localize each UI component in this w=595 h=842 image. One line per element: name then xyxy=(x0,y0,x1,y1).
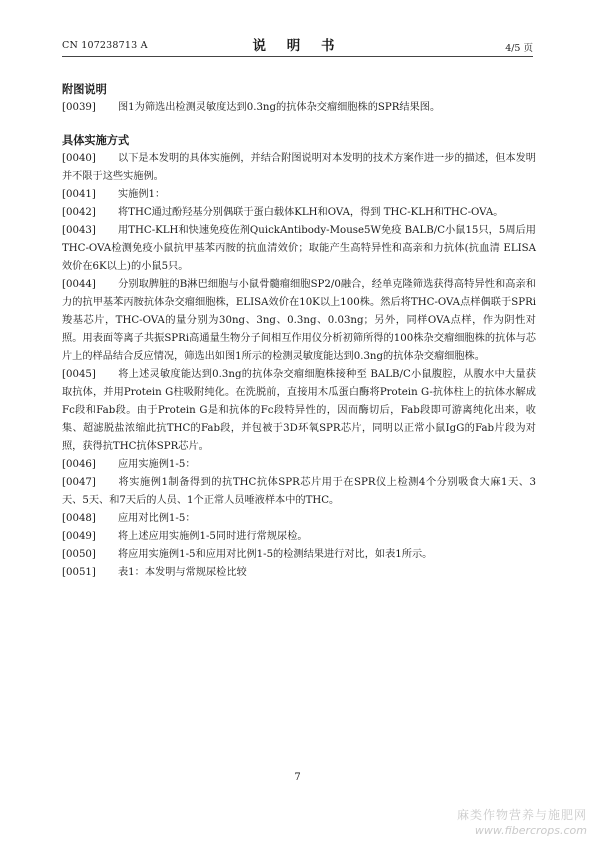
paragraph-text: 实施例1： xyxy=(118,189,166,200)
paragraph-text: 应用对比例1-5： xyxy=(118,513,196,524)
header-divider xyxy=(62,56,533,57)
site-watermark xyxy=(457,806,587,837)
paragraph-number: [0044] xyxy=(62,279,96,290)
paragraph-number: [0040] xyxy=(62,153,96,164)
paragraph-0051 xyxy=(62,564,536,582)
paragraph-text: 将实施例1制备得到的抗THC抗体SPR芯片用于在SPR仪上检测4个分别吸食大麻1天、3天、5天、和7天后的人员、1个正常人员唾液样本中的THC。 xyxy=(62,477,536,506)
paragraph-text: 将THC通过酚羟基分别偶联于蛋白载体KLH和OVA，得到 THC-KLH和THC-OVA。 xyxy=(118,207,504,218)
paragraph-number: [0043] xyxy=(62,225,96,236)
paragraph-number: [0039] xyxy=(62,102,96,113)
paragraph-0049 xyxy=(62,528,536,546)
paragraph-0050 xyxy=(62,546,536,564)
paragraph-0039 xyxy=(62,99,536,117)
document-title: 说 明 书 xyxy=(252,38,343,54)
page-number: 7 xyxy=(294,772,301,783)
section-title-figure-description: 附图说明 xyxy=(62,83,107,96)
page-header xyxy=(62,34,533,54)
paragraph-number: [0049] xyxy=(62,531,96,542)
paragraph-0040 xyxy=(62,150,536,186)
paragraph-0041 xyxy=(62,186,536,204)
paragraph-text: 用THC-KLH和快速免疫佐剂QuickAntibody-Mouse5W免疫 BALB/C小鼠15只，5周后用THC-OVA检测免疫小鼠抗甲基苯丙胺的抗血清效价；取能产生高特异性和高亲和力抗体(抗血清 ELISA效价在6K以上)的小鼠5只。 xyxy=(62,225,536,272)
paragraph-0048 xyxy=(62,510,536,528)
paragraph-number: [0042] xyxy=(62,207,96,218)
paragraph-number: [0041] xyxy=(62,189,96,200)
paragraph-0046 xyxy=(62,456,536,474)
paragraph-text: 图1为筛选出检测灵敏度达到0.3ng的抗体杂交瘤细胞株的SPR结果图。 xyxy=(118,102,441,113)
paragraph-0042 xyxy=(62,204,536,222)
paragraph-number: [0046] xyxy=(62,459,96,470)
paragraph-number: [0050] xyxy=(62,549,96,560)
section-title-embodiments: 具体实施方式 xyxy=(62,134,130,147)
patent-number: CN 107238713 A xyxy=(62,40,148,51)
paragraph-number: [0051] xyxy=(62,567,96,578)
document-body xyxy=(62,74,536,582)
paragraph-text: 分别取脾脏的B淋巴细胞与小鼠骨髓瘤细胞SP2/0融合，经单克隆筛选获得高特异性和高亲和力的抗甲基苯丙胺抗体杂交瘤细胞株，ELISA效价在10K以上100株。然后将THC-OVA点样偶联于SPRi羧基芯片，THC-OVA的量分别为30ng、3ng、0.3ng、0.03ng；另外，同样OVA点样，作为阴性对照。用表面等离子共振SPRi高通量生物分子间相互作用仪分析初筛所得的100株杂交瘤细胞株的抗体与芯片上的样品结合反应情况，筛选出如图1所示的检测灵敏度能达到0.3ng的抗体杂交瘤细胞株。 xyxy=(62,279,536,362)
paragraph-text: 以下是本发明的具体实施例，并结合附图说明对本发明的技术方案作进一步的描述，但本发明并不限于这些实施例。 xyxy=(62,153,536,182)
paragraph-0044 xyxy=(62,276,536,366)
watermark-url: www.fibercrops.com xyxy=(474,824,587,837)
watermark-site-name: 麻类作物营养与施肥网 xyxy=(456,808,587,822)
paragraph-number: [0045] xyxy=(62,369,96,380)
page-indicator: 4/5 页 xyxy=(505,43,533,54)
paragraph-number: [0048] xyxy=(62,513,96,524)
paragraph-text: 将上述应用实施例1-5同时进行常规尿检。 xyxy=(118,531,308,542)
paragraph-0045 xyxy=(62,366,536,456)
paragraph-text: 应用实施例1-5： xyxy=(118,459,196,470)
paragraph-0047 xyxy=(62,474,536,510)
paragraph-text: 将上述灵敏度能达到0.3ng的抗体杂交瘤细胞株接种至 BALB/C小鼠腹腔，从腹水中大量获取抗体，并用Protein G柱吸附纯化。在洗脱前，直接用木瓜蛋白酶将Protein G-抗体柱上的抗体水解成Fc段和Fab段。由于Protein G是和抗体的Fc段特异性的，因而酶切后，Fab段即可游离纯化出来，收集、超滤脱盐浓缩此抗THC的Fab段，并包被于3D环氧SPR芯片，同明以正常小鼠IgG的Fab片段为对照，获得抗THC抗体SPR芯片。 xyxy=(62,369,536,452)
paragraph-text: 将应用实施例1-5和应用对比例1-5的检测结果进行对比，如表1所示。 xyxy=(118,549,433,560)
paragraph-text: 表1：本发明与常规尿检比较 xyxy=(118,567,247,578)
paragraph-0043 xyxy=(62,222,536,276)
paragraph-number: [0047] xyxy=(62,477,96,488)
